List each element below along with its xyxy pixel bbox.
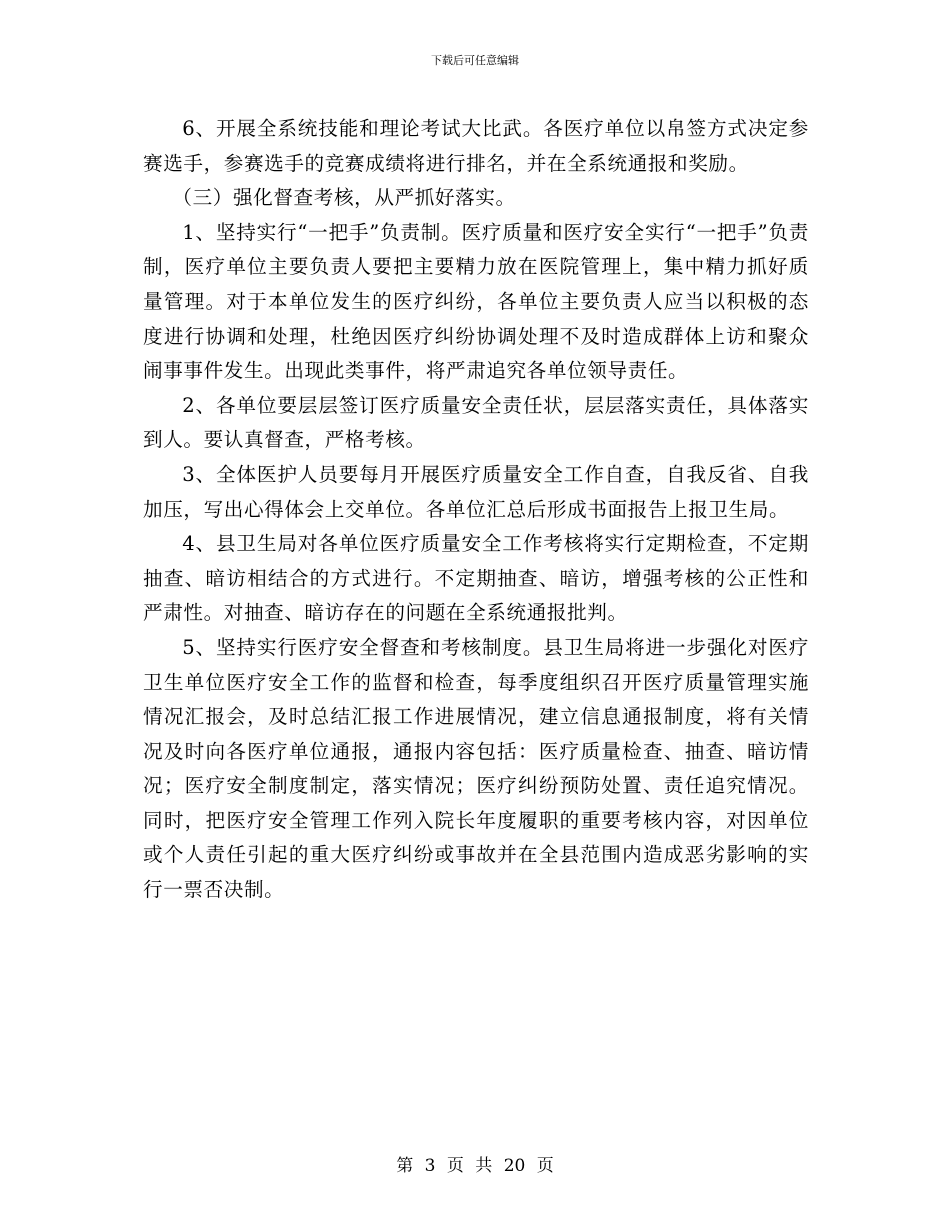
document-body <box>143 112 809 908</box>
paragraph-item-4: 4、县卫生局对各单位医疗质量安全工作考核将实行定期检查，不定期抽查、暗访相结合的方式进行。不定期抽查、暗访，增强考核的公正性和严肃性。对抽查、暗访存在的问题在全系统通报批判。 <box>143 532 809 625</box>
paragraph-item-1: 1、坚持实行“一把手”负责制。医疗质量和医疗安全实行“一把手”负责制，医疗单位主要负责人要把主要精力放在医院管理上，集中精力抓好质量管理。对于本单位发生的医疗纠纷，各单位主要负责人应当以积极的态度进行协调和处理，杜绝因医疗纠纷协调处理不及时造成群体上访和聚众闹事事件发生。出现此类事件，将严肃追究各单位领导责任。 <box>143 220 809 383</box>
page-header: 下载后可任意编辑 <box>431 54 519 67</box>
page-number-footer: 第 3 页 共 20 页 <box>396 1156 554 1176</box>
paragraph-item-6: 6、开展全系统技能和理论考试大比武。各医疗单位以帛签方式决定参赛选手，参赛选手的竞赛成绩将进行排名，并在全系统通报和奖励。 <box>143 117 809 175</box>
paragraph-item-2: 2、各单位要层层签订医疗质量安全责任状，层层落实责任，具体落实到人。要认真督查，严格考核。 <box>143 393 809 452</box>
paragraph-item-3: 3、全体医护人员要每月开展医疗质量安全工作自查，自我反省、自我加压，写出心得体会上交单位。各单位汇总后形成书面报告上报卫生局。 <box>143 462 809 521</box>
section-heading-3: （三）强化督查考核，从严抓好落实。 <box>172 186 516 210</box>
paragraph-item-5: 5、坚持实行医疗安全督查和考核制度。县卫生局将进一步强化对医疗卫生单位医疗安全工作的监督和检查，每季度组织召开医疗质量管理实施情况汇报会，及时总结汇报工作进展情况，建立信息通报制度，将有关情况及时向各医疗单位通报，通报内容包括：医疗质量检查、抽查、暗访情况；医疗安全制度制定，落实情况；医疗纠纷预防处置、责任追究情况。同时，把医疗安全管理工作列入院长年度履职的重要考核内容，对因单位或个人责任引起的重大医疗纠纷或事故并在全县范围内造成恶劣影响的实行一票否决制。 <box>143 635 809 902</box>
